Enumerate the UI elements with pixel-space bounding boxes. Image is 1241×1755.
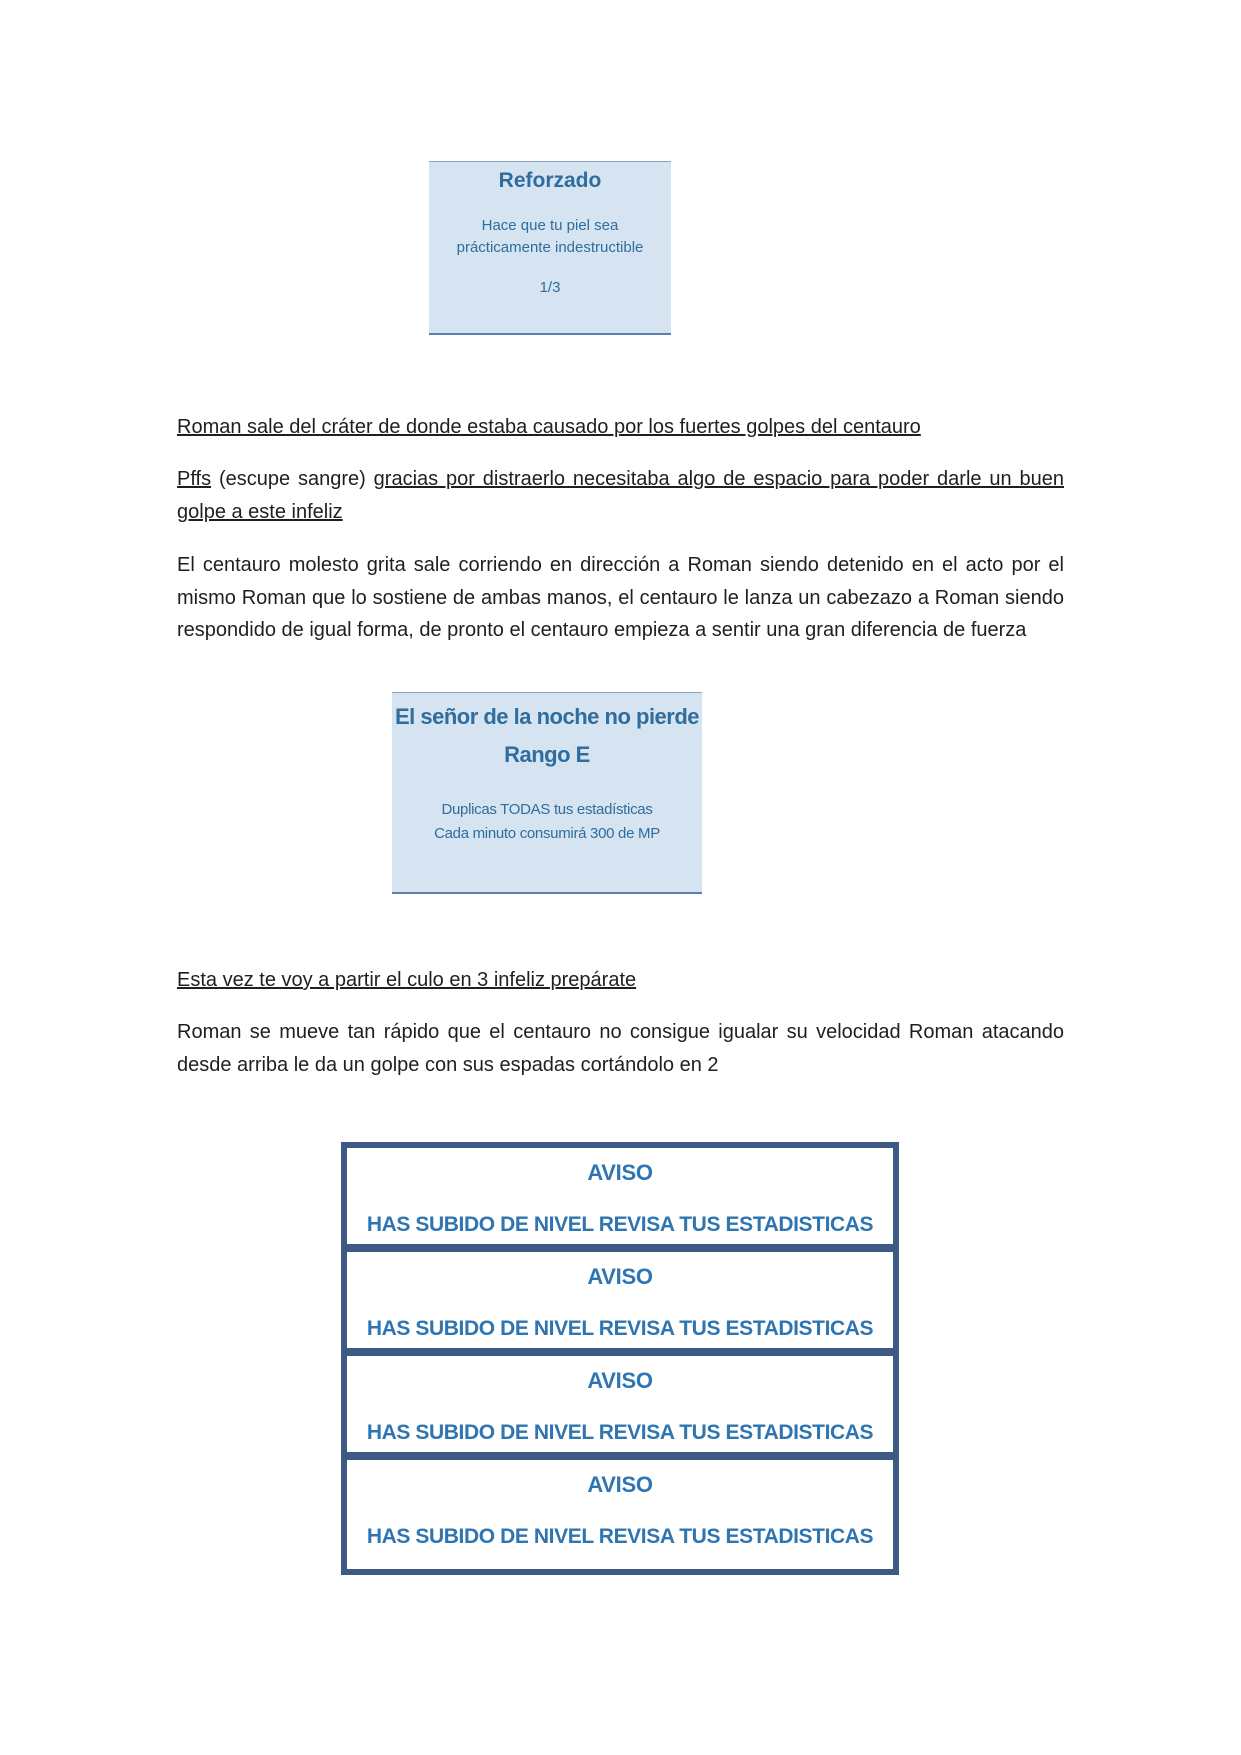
skill-title: El señor de la noche no pierde: [394, 704, 700, 729]
paragraph-dialogue-intro: [177, 411, 1064, 444]
underlined-text: Esta vez te voy a partir el culo en 3 infeliz prepárate: [177, 969, 637, 991]
skill-box-senor-de-la-noche: [392, 692, 702, 894]
skill-description: [392, 798, 702, 846]
notice-title: AVISO: [587, 1160, 653, 1185]
notice-title: AVISO: [587, 1264, 653, 1289]
notice-text: HAS SUBIDO DE NIVEL REVISA TUS ESTADISTICAS: [366, 1317, 874, 1340]
notice-text: HAS SUBIDO DE NIVEL REVISA TUS ESTADISTICAS: [366, 1421, 874, 1444]
skill-description-line: Hace que tu piel sea: [481, 217, 619, 234]
underlined-text: gracias por distraerlo necesitaba algo de espacio para poder darle un buen golpe a este infeliz: [177, 468, 1064, 523]
notice-box: [347, 1356, 893, 1460]
notice-box: [347, 1148, 893, 1252]
level-up-notices: [341, 1142, 899, 1575]
skill-level-count: 1/3: [539, 279, 561, 296]
paragraph-narration: Roman se mueve tan rápido que el centauro no consigue igualar su velocidad Roman atacando desde arriba le da un golpe con sus espadas cortándolo en 2: [177, 1021, 1064, 1076]
skill-rank: Rango E: [504, 742, 590, 767]
skill-description: [429, 215, 671, 259]
paragraph-narration: El centauro molesto grita sale corriendo en dirección a Roman siendo detenido en el acto por el mismo Roman que lo sostiene de ambas manos, el centauro le lanza un cabezazo a Roman siendo respondido de igual forma, de pronto el centauro empieza a sentir una gran diferencia de fuerza: [177, 554, 1064, 641]
notice-box: [347, 1252, 893, 1356]
notice-box: [347, 1460, 893, 1564]
skill-title-block: [392, 698, 702, 774]
notice-title: AVISO: [587, 1472, 653, 1497]
skill-description-line: Duplicas TODAS tus estadísticas: [441, 801, 653, 818]
skill-box-reforzado: [429, 161, 671, 335]
notice-text: HAS SUBIDO DE NIVEL REVISA TUS ESTADISTICAS: [366, 1525, 874, 1548]
underlined-text: Pffs: [177, 468, 212, 490]
paragraph-dialogue: [177, 463, 1064, 528]
paragraph-dialogue: [177, 964, 1064, 997]
underlined-text: Roman sale del cráter de donde estaba causado por los fuertes golpes del centauro: [177, 416, 921, 438]
skill-title: Reforzado: [498, 169, 602, 192]
skill-description-line: Cada minuto consumirá 300 de MP: [434, 825, 660, 842]
notice-title: AVISO: [587, 1368, 653, 1393]
stage-direction: (escupe sangre): [211, 468, 374, 490]
skill-description-line: prácticamente indestructible: [456, 239, 644, 256]
notice-text: HAS SUBIDO DE NIVEL REVISA TUS ESTADISTICAS: [366, 1213, 874, 1236]
